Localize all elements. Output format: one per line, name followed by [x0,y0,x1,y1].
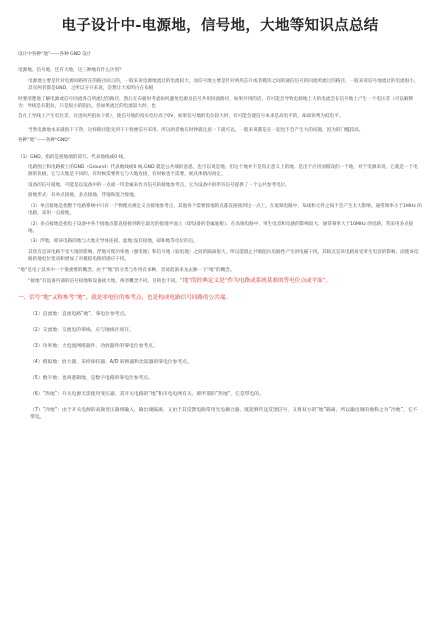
intro-line-2: 电源地、信号地、还有大地，这三种地有什么区别？ [18,68,124,74]
list-item: （4）模拟地：放大器、采样保持器、A/D 转换器和比较器的零电位参考点。 [30,360,192,366]
section-1-para-a: 电路图上和电路板上的GND（Ground）代表地线或0 线.GND 就是公共端的意思，也可以说是地，但这个地并不是真正意义上的地。是出于应用而假设的一个地，对于电源来说，它就是一个电源的负极。它与大地是不同的。有时候需要将它与大地连接，有时候也不需要，视具体情况而定。 [28,165,418,178]
list-item: （2）交流地：交流电的零线。应与地线区别开。 [30,328,134,334]
ground-definition-highlight: “地”的经典定义是“作为电路或系统基准的等电位点或平面”。 [179,277,332,284]
section-1-para-d: （1）单点接地是指整个电路系统中只有一个物理点被定义为接地参考点，其他各个需要接地的点都直接接到这一点上。在低频电路中，布线和元件之间不会产生太大影响。通常频率小于1MHz 的电路，采用一点接地。 [28,203,422,217]
paragraph-4: 当然电源地本来就很干干净，这样路径能先到干干扰便信号采用。所以两者地在时钟就注意一下就可以，一般来说都是在一起也不会产生大的问题，因为的门槛较高。 [28,127,364,133]
paragraph-1: 电源地主要是针对电源回路所在的路径而言的，一般来说电源地流过的电流较大，而信号地主要是针对两块芯片或者模块之间的通信信号的回流所流过的路径，一般来说信号地流过的电流很小，其实两者都是GND，之所以分开来说，是想让大家明白在布板 [28,78,419,92]
section-1-para-b: 设备的信号接地，可能是以设备中的一点或一块金属来作为信号的接地参考点，它为设备中的所有信号提供了一个公共参考电位。 [28,182,290,188]
section-1-heading: （1）GND，指的是接地端的简写。代表地线或0 线。 [18,154,128,160]
section-1-para-h: “地”是电子技术中一个很重要的概念。由于“地”的分类与作用有多种，容易混淆来龙去脉一下“地”的概念。 [18,267,235,273]
section-2-heading: 一、信号“地”又称参考“地”，就是零电位的参考点，也是构成电路信号回路的公共端。 [18,295,231,302]
section-1-para-e: （2）多点接地是指电子设备中各个接地点都直接接到距它最近的接地平面上（即设备的金属底板）。在高频电路中，寄生电容和电感的影响较大，通常频率大于10MHz 的电路，常采用多点接地。 [28,221,414,234]
section-1-para-i [18,277,422,285]
list-item: （3）功率地：大电流网络器件、功放器件的零电位参考点。 [30,344,158,350]
paragraph-5: 各种“地”——各种“GND” [18,138,71,144]
section-1-para-c: 接地形式：有单点接地、多点接地、浮地和混合接地。 [28,193,139,199]
document-title: 电子设计中-电源地，信号地，大地等知识点总结 [61,18,379,34]
list-item: （7）“冷地”：由于开关电源的高频变压器将输入、输出端隔离；又由于其反馈电路常用光电耦合器，既能够传送反馈信号，又将双方的“地”隔离，所以输出端的地称之为“冷地”，它不带电。 [30,408,418,421]
intro-line-1: 设计中各种“地”——各种 GND 设计 [18,52,92,57]
section-1-para-f: （3）浮地，即该电路的地与大地无导体连接。虚地:没有接地，却和地等电位的点。 [28,239,198,245]
paragraph-3: 会在上导线上产生电位差，这也叫共阻抗干扰），使信号地的真实电位高于0V，如果信号地的电位较大时，有可能会使信号本来是高电平的，却却误判为低电平。 [18,114,344,120]
list-item: （1）直流地：直流电路“地”，零电位参考点。 [30,312,130,318]
section-1-para-g: 其优点是该电路不受大地的影响，浮地可使功率地（强电地）和信号地（弱电地）之间的隔离很大，所以能阻止共地阻抗电路性产生的电磁干扰。其缺点是该电路易受寄生电容的影响，而使该电路的地电位变动和增加了对模拟电路的感应干扰。 [28,249,419,263]
list-item: （6）“热地”：开关电源无需使用变压器，其开关电路的“地”和市电电网有关，即所谓的“热地”，它是带电的。 [30,392,264,398]
paragraph-2: 时要清楚地了解电源或信号回流各自所流过的路径，然后在布板时考虑如何避免电源及信号共用回流路径，如果共用的话，有可能会导致电源地上大的电流会在信号地上产生一个电压差（可以解释为：导线是有阻抗，只是很小的阻抗，但如果流过的电流较大时，也 [18,96,414,110]
list-item: （5）数字地：也叫逻辑地，是数字电路的零电位参考点。 [30,376,153,382]
section-1-para-i-text: “接地”有设备内部的信号接地和设备接大地，两者概念不同，目的也不同。 [28,278,180,284]
